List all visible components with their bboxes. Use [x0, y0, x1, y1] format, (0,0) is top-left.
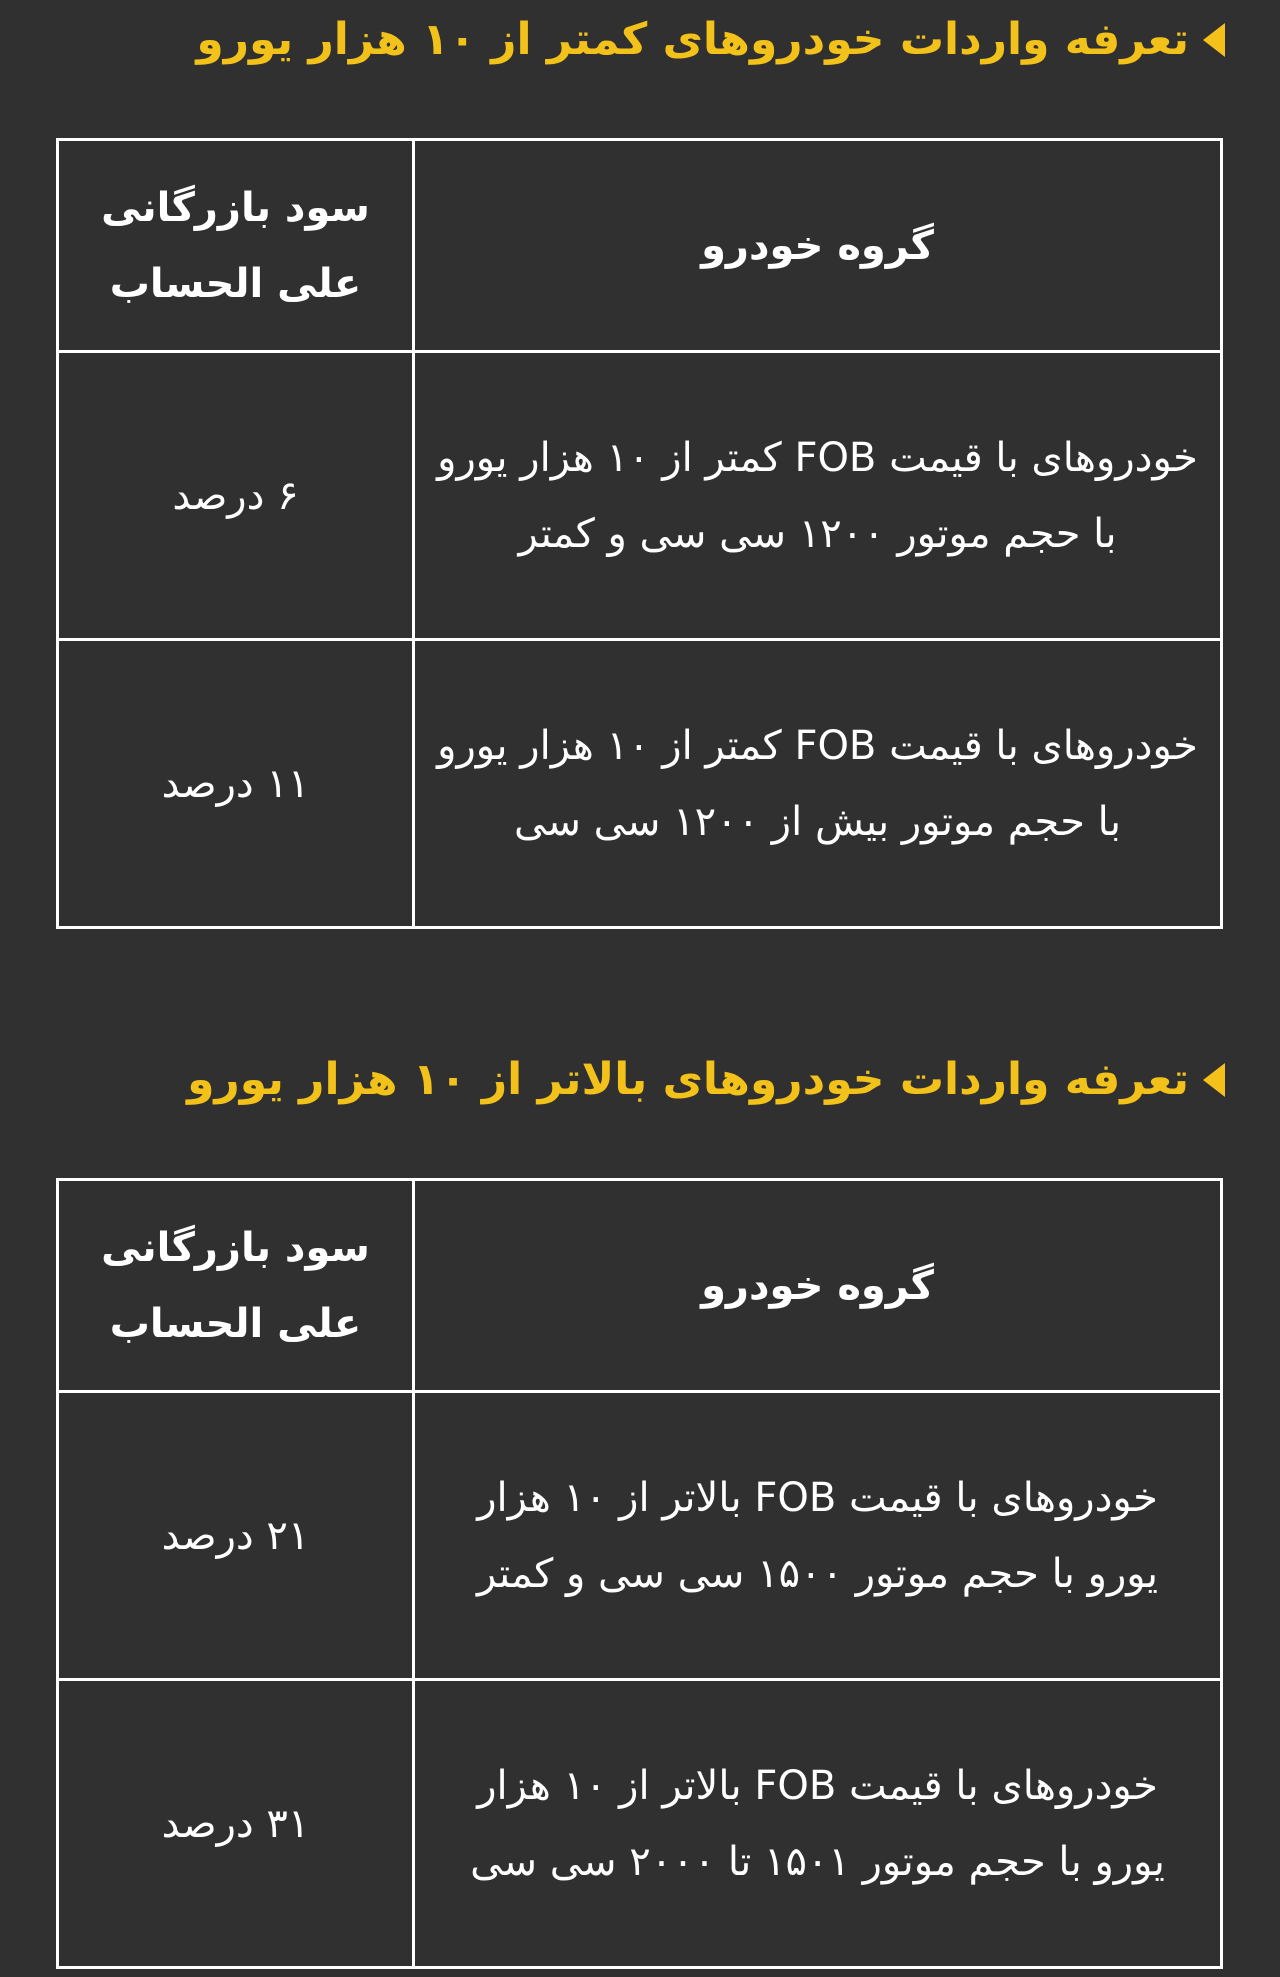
- triangle-left-icon: [1203, 23, 1225, 57]
- header-profit-label: سود بازرگانی علی الحساب: [101, 1224, 370, 1347]
- car-group-text: خودروهای با قیمت FOB کمتر از ۱۰ هزار یورو با حجم موتور بیش از ۱۲۰۰ سی سی: [437, 722, 1198, 845]
- profit-rate-text: ۱۱ درصد: [161, 760, 310, 807]
- tariff-table: [56, 138, 1223, 929]
- cell-profit: [58, 1392, 414, 1680]
- header-group-label: گروه خودرو: [701, 222, 934, 269]
- tariff-table: [56, 1178, 1223, 1969]
- profit-rate-text: ۶ درصد: [172, 472, 299, 519]
- header-cell-profit: [58, 1180, 414, 1392]
- cell-profit: [58, 352, 414, 640]
- table-row: [58, 352, 1222, 640]
- cell-profit: [58, 1680, 414, 1968]
- car-group-text: خودروهای با قیمت FOB بالاتر از ۱۰ هزار یورو با حجم موتور ۱۵۰۱ تا ۲۰۰۰ سی سی: [470, 1762, 1165, 1885]
- section-title: تعرفه واردات خودروهای بالاتر از ۱۰ هزار یورو: [187, 1054, 1189, 1105]
- cell-group: [414, 352, 1222, 640]
- table-header-row: [58, 1180, 1222, 1392]
- cell-group: [414, 1680, 1222, 1968]
- table-row: [58, 640, 1222, 928]
- triangle-left-icon: [1203, 1063, 1225, 1097]
- cell-group: [414, 640, 1222, 928]
- section-heading: [196, 8, 1225, 72]
- header-cell-group: [414, 1180, 1222, 1392]
- cell-group: [414, 1392, 1222, 1680]
- section-heading: [187, 1048, 1225, 1112]
- cell-profit: [58, 640, 414, 928]
- table-header-row: [58, 140, 1222, 352]
- profit-rate-text: ۳۱ درصد: [161, 1800, 310, 1847]
- header-profit-label: سود بازرگانی علی الحساب: [101, 184, 370, 307]
- profit-rate-text: ۲۱ درصد: [161, 1512, 310, 1559]
- table-row: [58, 1680, 1222, 1968]
- header-cell-group: [414, 140, 1222, 352]
- header-cell-profit: [58, 140, 414, 352]
- car-group-text: خودروهای با قیمت FOB کمتر از ۱۰ هزار یورو با حجم موتور ۱۲۰۰ سی سی و کمتر: [437, 434, 1198, 557]
- table-row: [58, 1392, 1222, 1680]
- section-title: تعرفه واردات خودروهای کمتر از ۱۰ هزار یورو: [196, 14, 1189, 65]
- header-group-label: گروه خودرو: [701, 1262, 934, 1309]
- car-group-text: خودروهای با قیمت FOB بالاتر از ۱۰ هزار یورو با حجم موتور ۱۵۰۰ سی سی و کمتر: [476, 1474, 1159, 1597]
